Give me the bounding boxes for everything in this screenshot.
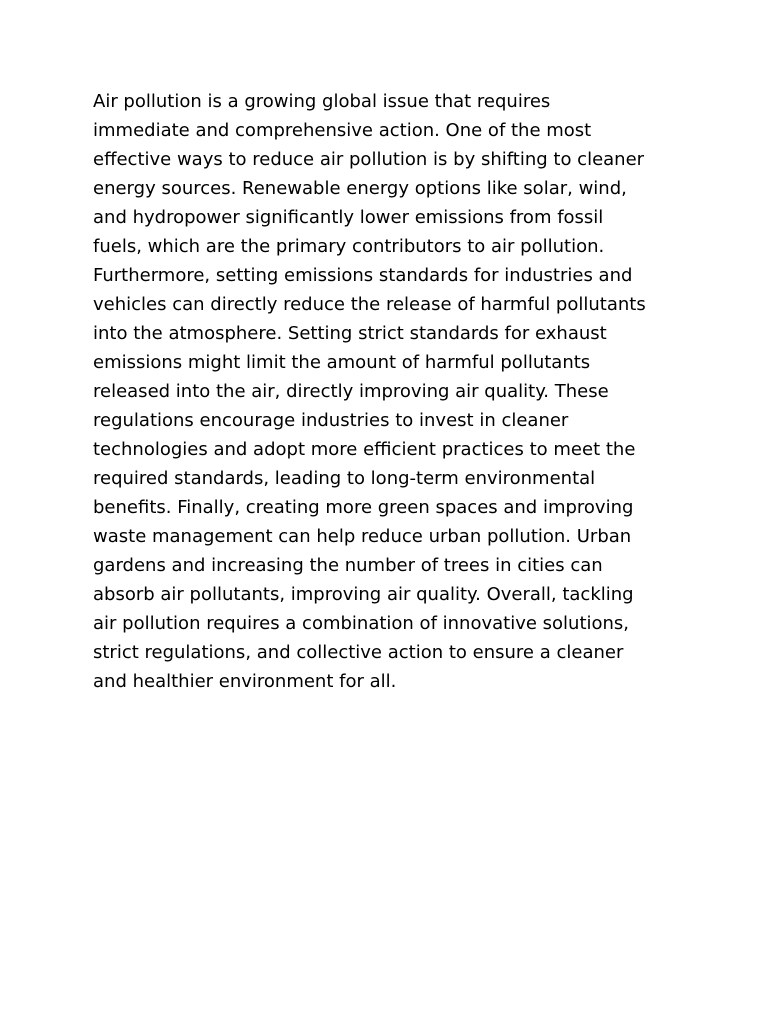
paragraph-line: Furthermore, setting emissions standards for industries and — [93, 265, 633, 286]
paragraph-line: absorb air pollutants, improving air quality. Overall, tackling — [93, 584, 634, 605]
paragraph-line: required standards, leading to long-term environmental — [93, 468, 596, 489]
paragraph-line: technologies and adopt more efficient practices to meet the — [93, 439, 636, 460]
paragraph-line: Air pollution is a growing global issue that requires — [93, 91, 551, 112]
paragraph-line: gardens and increasing the number of trees in cities can — [93, 555, 603, 576]
paragraph-line: fuels, which are the primary contributors to air pollution. — [93, 236, 605, 257]
paragraph-line: emissions might limit the amount of harmful pollutants — [93, 352, 591, 373]
paragraph-line: air pollution requires a combination of innovative solutions, — [93, 613, 630, 634]
paragraph-line: and hydropower significantly lower emissions from fossil — [93, 207, 604, 228]
paragraph-line: benefits. Finally, creating more green spaces and improving — [93, 497, 634, 518]
paragraph-line: energy sources. Renewable energy options like solar, wind, — [93, 178, 627, 199]
body-paragraph — [93, 87, 678, 696]
paragraph-line: regulations encourage industries to invest in cleaner — [93, 410, 569, 431]
paragraph-line: waste management can help reduce urban pollution. Urban — [93, 526, 632, 547]
paragraph-line: strict regulations, and collective action to ensure a cleaner — [93, 642, 624, 663]
paragraph-line: and healthier environment for all. — [93, 671, 397, 692]
paragraph-line: vehicles can directly reduce the release of harmful pollutants — [93, 294, 646, 315]
paragraph-line: into the atmosphere. Setting strict standards for exhaust — [93, 323, 607, 344]
paragraph-line: immediate and comprehensive action. One of the most — [93, 120, 592, 141]
paragraph-line: released into the air, directly improving air quality. These — [93, 381, 609, 402]
paragraph-line: effective ways to reduce air pollution is by shifting to cleaner — [93, 149, 645, 170]
